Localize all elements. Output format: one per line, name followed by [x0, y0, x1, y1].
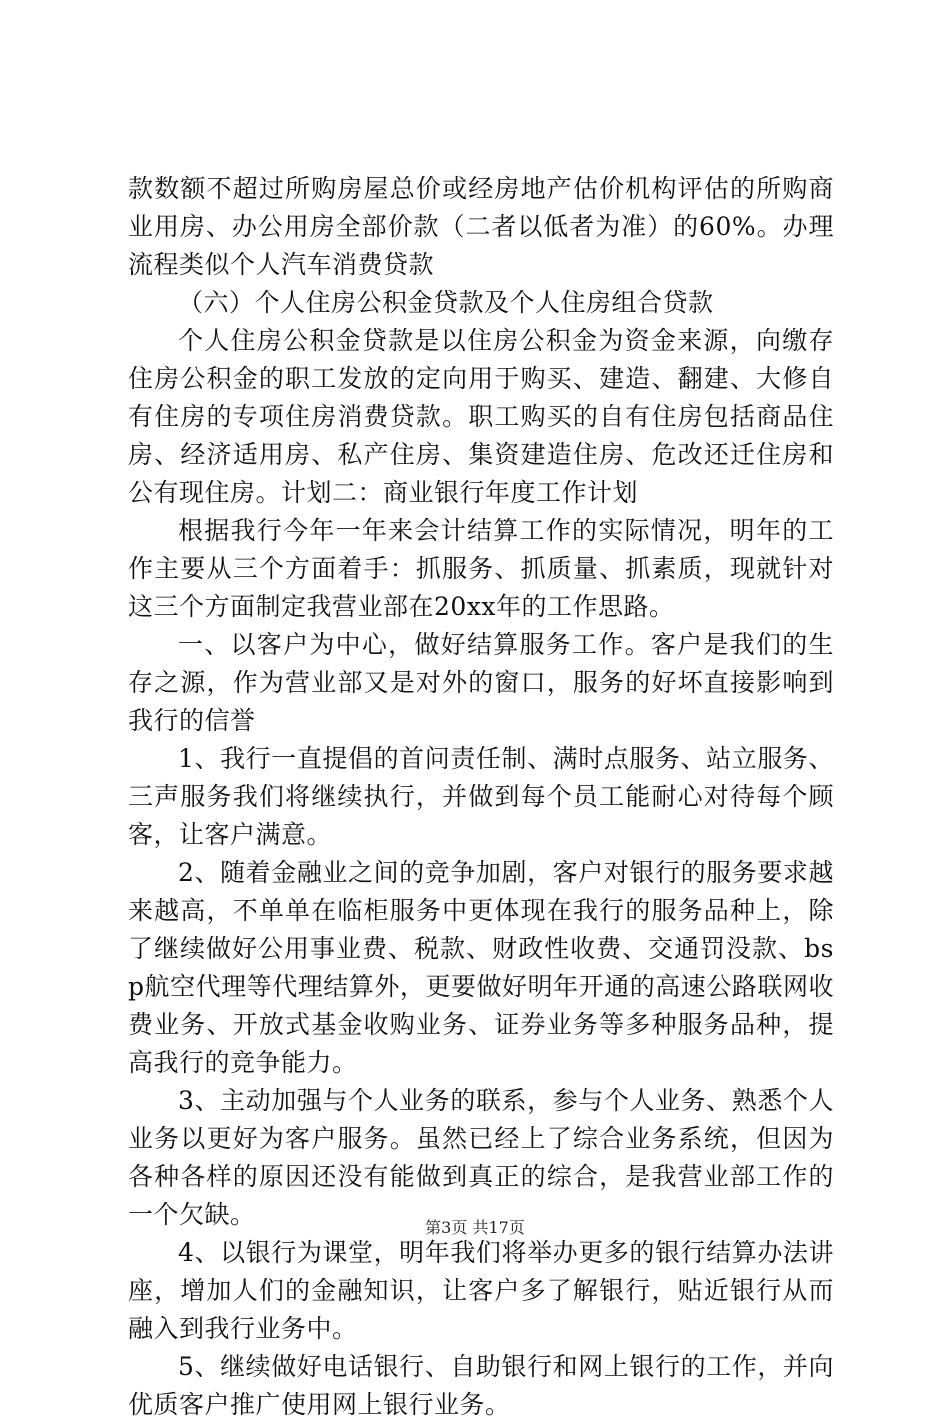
list-item-2: 2、随着金融业之间的竞争加剧，客户对银行的服务要求越来越高，不单单在临柜服务中更体现在我行的服务品种上，除了继续做好公用事业费、税款、财政性收费、交通罚没款、bsp航空代理等代理结算外，更要做好明年开通的高速公路联网收费业务、开放式基金收购业务、证券业务等多种服务品种，提高我行的竞争能力。: [128, 858, 834, 1077]
list-item-5: 5、继续做好电话银行、自助银行和网上银行的工作，并向优质客户推广使用网上银行业务。: [128, 1352, 834, 1419]
paragraph-plan-intro: 根据我行今年一年来会计结算工作的实际情况，明年的工作主要从三个方面着手：抓服务、抓质量、抓素质，现就针对这三个方面制定我营业部在20xx年的工作思路。: [128, 516, 834, 621]
list-item-4: 4、以银行为课堂，明年我们将举办更多的银行结算办法讲座，增加人们的金融知识，让客户多了解银行，贴近银行从而融入到我行业务中。: [128, 1238, 834, 1343]
list-item-3: 3、主动加强与个人业务的联系，参与个人业务、熟悉个人业务以更好为客户服务。虽然已经上了综合业务系统，但因为各种各样的原因还没有能做到真正的综合，是我营业部工作的一个欠缺。: [128, 1086, 834, 1229]
paragraph-continuation: 款数额不超过所购房屋总价或经房地产估价机构评估的所购商业用房、办公用房全部价款（二者以低者为准）的60%。办理流程类似个人汽车消费贷款: [128, 174, 834, 279]
paragraph-housing-fund-loan: 个人住房公积金贷款是以住房公积金为资金来源，向缴存住房公积金的职工发放的定向用于购买、建造、翻建、大修自有住房的专项住房消费贷款。职工购买的自有住房包括商品住房、经济适用房、私产住房、集资建造住房、危改还迁住房和公有现住房。计划二：商业银行年度工作计划: [128, 326, 834, 507]
section-heading-six: （六）个人住房公积金贷款及个人住房组合贷款: [178, 288, 714, 317]
paragraph-customer-center: 一、以客户为中心，做好结算服务工作。客户是我们的生存之源，作为营业部又是对外的窗口，服务的好坏直接影响到我行的信誉: [128, 630, 834, 735]
page-number-footer: 第3页 共17页: [425, 1218, 525, 1237]
list-item-1: 1、我行一直提倡的首问责任制、满时点服务、站立服务、三声服务我们将继续执行，并做到每个员工能耐心对待每个顾客，让客户满意。: [128, 744, 834, 849]
